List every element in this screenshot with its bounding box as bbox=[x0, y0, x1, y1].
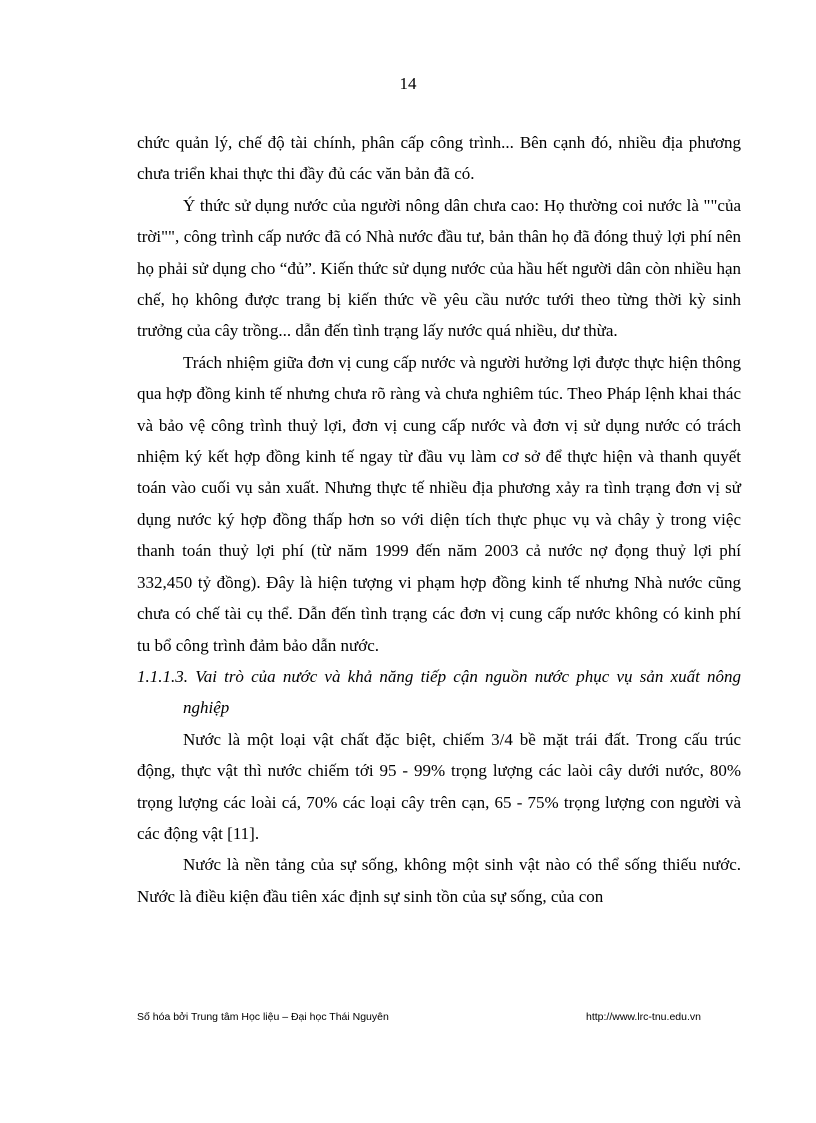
page-number: 14 bbox=[399, 74, 417, 93]
footer-url: http://www.lrc-tnu.edu.vn bbox=[586, 1011, 701, 1023]
paragraph-responsibility: Trách nhiệm giữa đơn vị cung cấp nước và người hưởng lợi được thực hiện thông qua hợp đồng kinh tế nhưng chưa rõ ràng và chưa nghiêm túc. Theo Pháp lệnh khai thác và bảo vệ công trình thuỷ lợi, đơn vị cung cấp nước và đơn vị sử dụng nước có trách nhiệm ký kết hợp đồng kinh tế ngay từ đầu vụ làm cơ sở để thực hiện và thanh quyết toán vào cuối vụ sản xuất. Nhưng thực tế nhiều địa phương xảy ra tình trạng đơn vị sử dụng nước ký hợp đồng thấp hơn so với diện tích thực phục vụ và chây ỳ trong việc thanh toán thuỷ lợi phí (từ năm 1999 đến năm 2003 cả nước nợ đọng thuỷ lợi phí 332,450 tỷ đồng). Đây là hiện tượng vi phạm hợp đồng kinh tế nhưng Nhà nước cũng chưa có chế tài cụ thể. Dẫn đến tình trạng các đơn vị cung cấp nước không có kinh phí tu bổ công trình đảm bảo dẫn nước. bbox=[137, 352, 741, 655]
section-heading: 1.1.1.3. Vai trò của nước và khả năng tiếp cận nguồn nước phục vụ sản xuất nông nghiệp bbox=[137, 666, 741, 718]
footer-source: Số hóa bởi Trung tâm Học liệu – Đại học Thái Nguyên bbox=[137, 1011, 389, 1023]
paragraph-water-awareness: Ý thức sử dụng nước của người nông dân chưa cao: Họ thường coi nước là ""của trời"", công trình cấp nước đã có Nhà nước đầu tư, bản thân họ đã đóng thuỷ lợi phí nên họ phải sử dụng cho “đủ”. Kiến thức sử dụng nước của hầu hết người dân còn nhiều hạn chế, họ không được trang bị kiến thức về yêu cầu nước tưới theo từng thời kỳ sinh trưởng của cây trồng... dẫn đến tình trạng lấy nước quá nhiều, dư thừa. bbox=[137, 195, 741, 341]
paragraph-water-matter: Nước là một loại vật chất đặc biệt, chiếm 3/4 bề mặt trái đất. Trong cấu trúc động, thực vật thì nước chiếm tới 95 - 99% trọng lượng các laòi cây dưới nước, 80% trọng lượng các loài cá, 70% các loại cây trên cạn, 65 - 75% trọng lượng con người và các động vật [11]. bbox=[137, 729, 741, 843]
paragraph-continuation: chức quản lý, chế độ tài chính, phân cấp công trình... Bên cạnh đó, nhiều địa phương chưa triển khai thực thi đầy đủ các văn bản đã có. bbox=[137, 133, 741, 184]
paragraph-water-life: Nước là nền tảng của sự sống, không một sinh vật nào có thể sống thiếu nước. Nước là điều kiện đầu tiên xác định sự sinh tồn của sự sống, của con bbox=[137, 855, 741, 906]
document-body bbox=[137, 127, 741, 912]
